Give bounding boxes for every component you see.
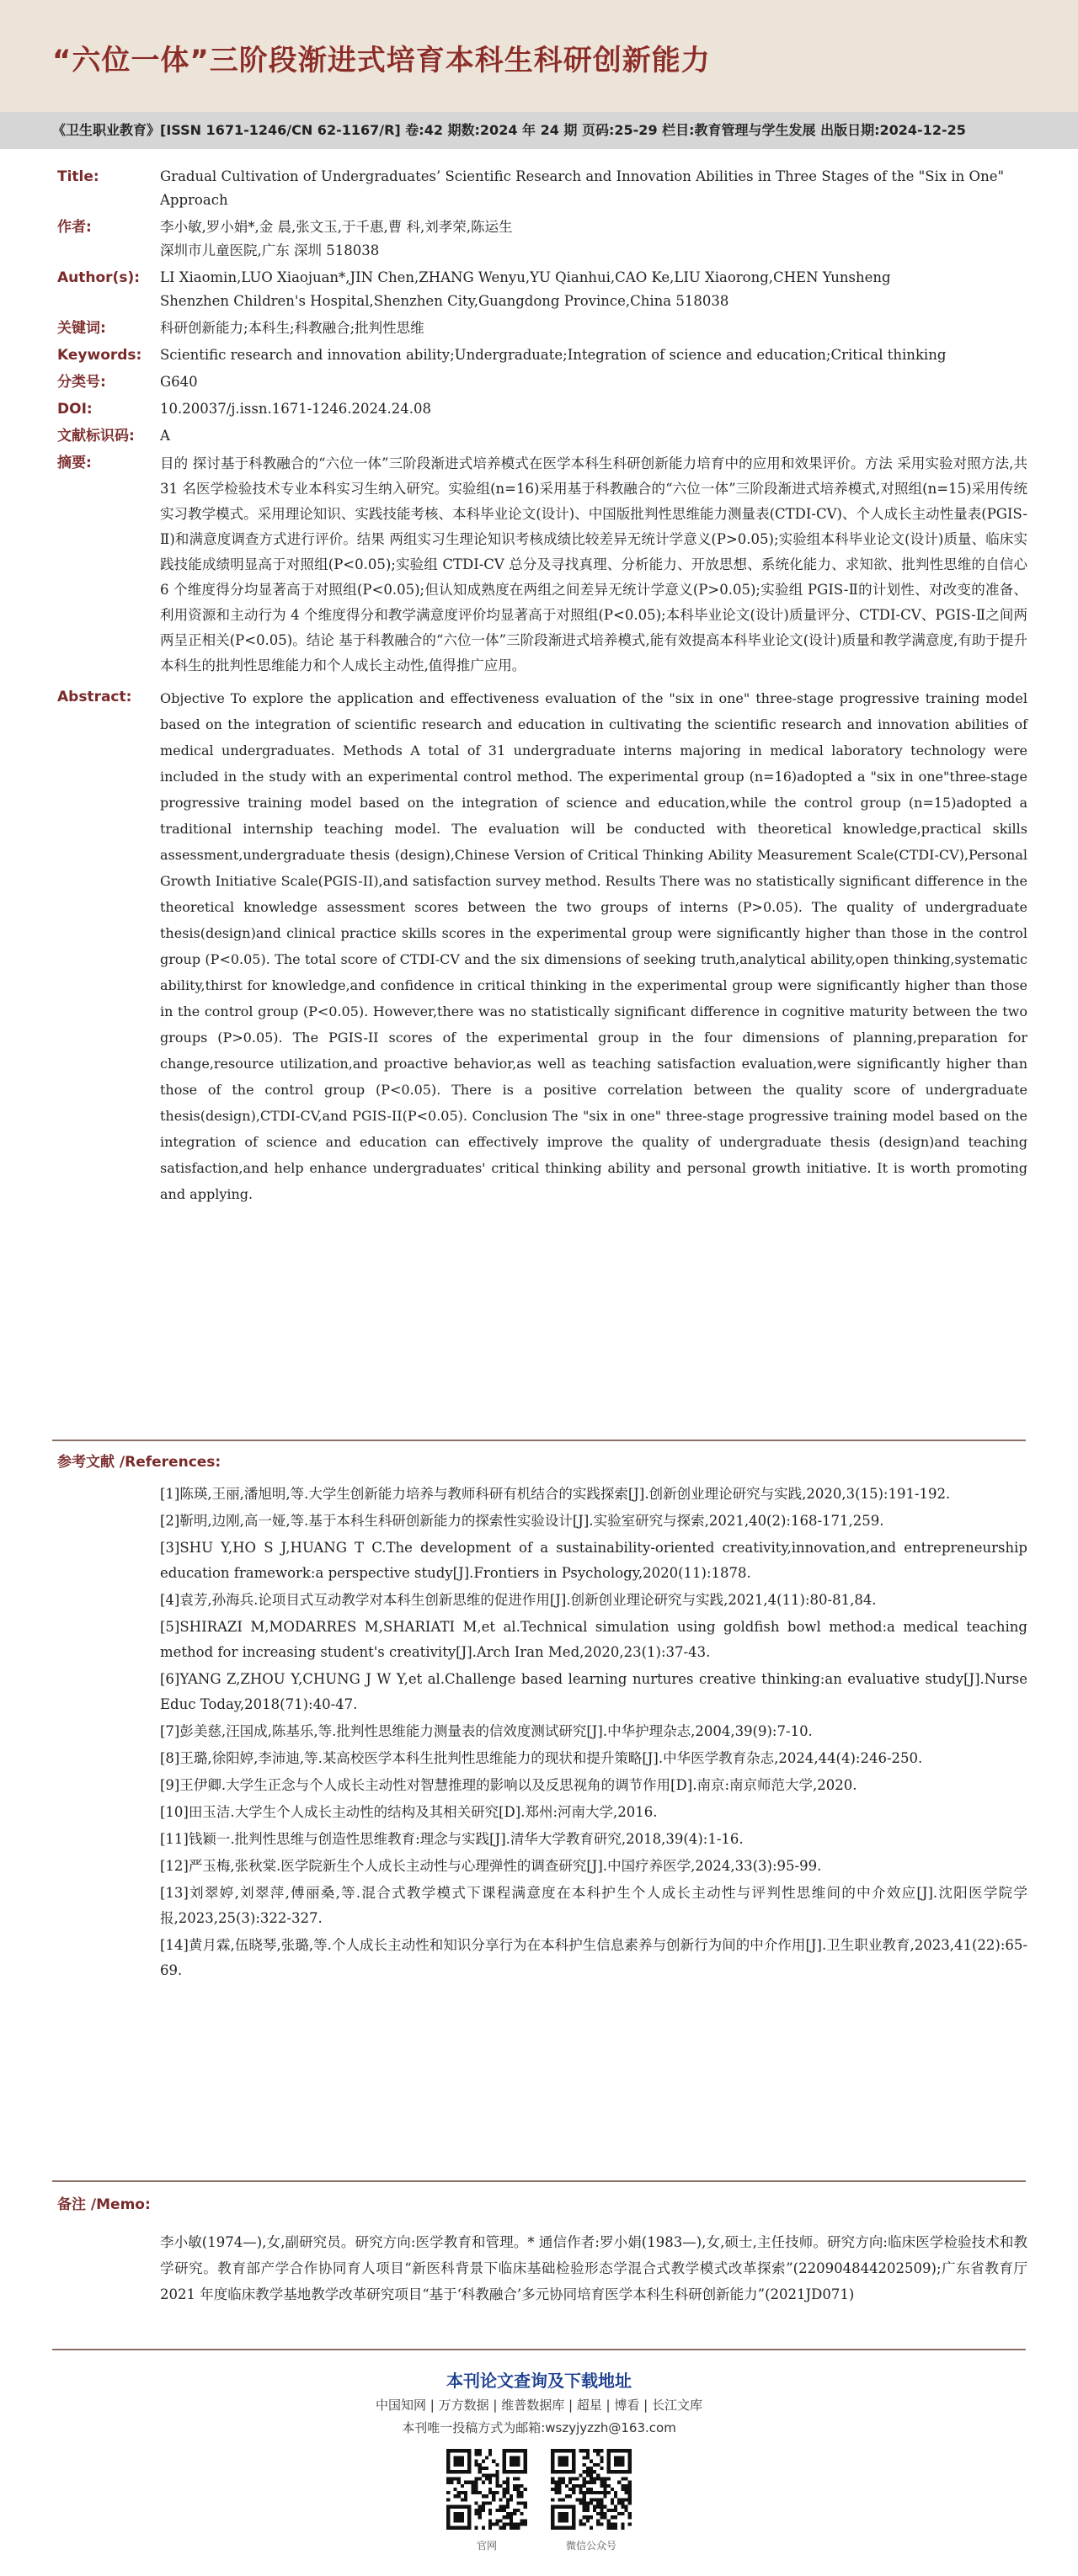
reference-item: [1]陈瑛,王丽,潘旭明,等.大学生创新能力培养与教师科研有机结合的实践探索[J].创新创业理论研究与实践,2020,3(15):191-192. <box>160 1486 951 1502</box>
journal-meta-bar <box>0 112 1078 149</box>
field-label: Keywords: <box>57 347 142 364</box>
field-label: 文献标识码: <box>57 428 135 444</box>
divider <box>52 1440 1026 1441</box>
journal-meta: 《卫生职业教育》[ISSN 1671-1246/CN 62-1167/R] 卷:42 期数:2024 年 24 期 页码:25-29 栏目:教育管理与学生发展 出版日期:2024-12-25 <box>52 122 966 138</box>
field-value: 李小敏,罗小娟*,金 晨,张文玉,于千惠,曹 科,刘孝荣,陈运生 <box>160 219 513 235</box>
footer-title: 本刊论文查询及下载地址 <box>446 2371 632 2391</box>
field-value: G640 <box>160 374 198 390</box>
qr-label-website: 官网 <box>476 2540 497 2552</box>
memo-text: 李小敏(1974—),女,副研究员。研究方向:医学教育和管理。* 通信作者:罗小娟(1983—),女,硕士,主任技师。研究方向:临床医学检验技术和教学研究。教育部产学合作协同育人项目“新医科背景下临床基础检验形态学混合式教学模式改革探索”(220904844202509);广东省教育厅 2021 年度临床教学基地教学改革研究项目“基于‘科教融合’多元协同培育医学本科生科研创新能力”(2021JD071) <box>160 2234 1027 2302</box>
field-label: 关键词: <box>57 320 106 337</box>
field-label: Author(s): <box>57 269 141 286</box>
reference-item: [7]彭美慈,汪国成,陈基乐,等.批判性思维能力测量表的信效度测试研究[J].中华护理杂志,2004,39(9):7-10. <box>160 1723 813 1739</box>
reference-item: [11]钱颖一.批判性思维与创造性思维教育:理念与实践[J].清华大学教育研究,2018,39(4):1-16. <box>160 1831 744 1847</box>
wechat-qr-code <box>547 2446 635 2533</box>
field-value: 深圳市儿童医院,广东 深圳 518038 <box>160 242 380 258</box>
reference-item: [3]SHU Y,HO S J,HUANG T C.The development of a sustainability-oriented creativity,innovation,and entrepreneurship education framework:a perspective study[J].Frontiers in Psychology,2020(11):1878. <box>160 1540 1027 1581</box>
reference-item: [6]YANG Z,ZHOU Y,CHUNG J W Y,et al.Challenge based learning nurtures creative thinking:an evaluative study[J].Nurse Educ Today,2018(71):40-47. <box>160 1671 1027 1712</box>
field-value: Shenzhen Children's Hospital,Shenzhen City,Guangdong Province,China 518038 <box>160 293 729 309</box>
field-value: Gradual Cultivation of Undergraduates’ Scientific Research and Innovation Abilities in Three Stages of the "Six in One" Approach <box>160 168 1005 208</box>
abstract-cn <box>57 451 1027 679</box>
field-label: DOI: <box>57 401 93 418</box>
memo-heading: 备注 /Memo: <box>57 2196 151 2213</box>
abstract-cn-text: 目的 探讨基于科教融合的“六位一体”三阶段渐进式培养模式在医学本科生科研创新能力培育中的应用和效果评价。方法 采用实验对照方法,共 31 名医学检验技术专业本科实习生纳入研究。实验组(n=16)采用基于科教融合的“六位一体”三阶段渐进式培养模式,对照组(n=15)采用传统实习教学模式。采用理论知识、实践技能考核、本科毕业论文(设计)、中国版批判性思维能力测量表(CTDI-CV)、个人成长主动性量表(PGIS-Ⅱ)和满意度调查方式进行评价。结果 两组实习生理论知识考核成绩比较差异无统计学意义(P>0.05);实验组本科毕业论文(设计)质量、临床实践技能成绩明显高于对照组(P<0.05);实验组 CTDI-CV 总分及寻找真理、分析能力、开放思想、系统化能力、求知欲、批判性思维的自信心 6 个维度得分均显著高于对照组(P<0.05);但认知成熟度在两组之间差异无统计学意义(P>0.05);实验组 PGIS-Ⅱ的计划性、对改变的准备、利用资源和主动行为 4 个维度得分和教学满意度评价均显著高于对照组(P<0.05);本科毕业论文(设计)质量评分、CTDI-CV、PGIS-Ⅱ之间两两呈正相关(P<0.05)。结论 基于科教融合的“六位一体”三阶段渐进式培养模式,能有效提高本科毕业论文(设计)质量和教学满意度,有助于提升本科生的批判性思维能力和个人成长主动性,值得推广应用。 <box>160 455 1027 673</box>
abstract-en-text: Objective To explore the application and effectiveness evaluation of the "six in one" three-stage progressive training model based on the integration of scientific research and education in cultivating the scientific research and innovation abilities of medical undergraduates. Methods A total of 31 undergraduate interns majoring in medical laboratory technology were included in the study with an experimental control method. The experimental group (n=16)adopted a "six in one"three-stage progressive training model based on the integration of science and education,while the control group (n=15)adopted a traditional internship teaching model. The evaluation will be conducted with theoretical knowledge,practical skills assessment,undergraduate thesis (design),Chinese Version of Critical Thinking Ability Measurement Scale(CTDI-CV),Personal Growth Initiative Scale(PGIS-II),and satisfaction survey method. Results There was no statistically significant difference in the theoretical knowledge assessment scores between the two groups of interns (P>0.05). The quality of undergraduate thesis(design)and clinical practice skills scores in the experimental group were significantly higher than those in the control group (P<0.05). The total score of CTDI-CV and the six dimensions of seeking truth,analytical ability,open thinking,systematic ability,thirst for knowledge,and confidence in critical thinking in the experimental group were significantly higher than those in the control group (P<0.05). However,there was no statistically significant difference in cognitive maturity between the two groups (P>0.05). The PGIS-II scores of the experimental group in the four dimensions of planning,preparation for change,resource utilization,and proactive behavior,as well as teaching satisfaction evaluation,were significantly higher than those of the control group (P<0.05). There is a positive correlation between the quality score of undergraduate thesis(design),CTDI-CV,and PGIS-II(P<0.05). Conclusion The "six in one" three-stage progressive training model based on the integration of science and education can effectively improve the quality of undergraduate thesis (design)and teaching satisfaction,and help enhance undergraduates' critical thinking ability and personal growth initiative. It is worth promoting and applying. <box>160 690 1027 1202</box>
page-title: “六位一体”三阶段渐进式培育本科生科研创新能力 <box>52 44 711 77</box>
field-label: 作者: <box>57 219 92 236</box>
field-value: Scientific research and innovation ability;Undergraduate;Integration of science and education;Critical thinking <box>160 347 947 363</box>
field-doc-code <box>57 424 1027 448</box>
field-classification <box>57 370 1027 394</box>
reference-item: [14]黄月霖,伍晓琴,张璐,等.个人成长主动性和知识分享行为在本科护生信息素养与创新行为间的中介作用[J].卫生职业教育,2023,41(22):65-69. <box>160 1937 1027 1978</box>
database-links[interactable]: 中国知网 | 万方数据 | 维普数据库 | 超星 | 博看 | 长江文库 <box>376 2398 702 2413</box>
divider <box>52 2349 1026 2350</box>
reference-item: [12]严玉梅,张秋棠.医学院新生个人成长主动性与心理弹性的调查研究[J].中国疗养医学,2024,33(3):95-99. <box>160 1858 822 1874</box>
field-value: 科研创新能力;本科生;科教融合;批判性思维 <box>160 320 424 336</box>
reference-item: [8]王璐,徐阳婷,李沛迪,等.某高校医学本科生批判性思维能力的现状和提升策略[J].中华医学教育杂志,2024,44(4):246-250. <box>160 1750 923 1766</box>
title-banner <box>0 0 1078 112</box>
reference-list <box>160 1482 1027 1985</box>
qr-label-wechat: 微信公众号 <box>565 2540 616 2552</box>
field-label: Title: <box>57 168 99 185</box>
reference-item: [4]袁芳,孙海兵.论项目式互动教学对本科生创新思维的促进作用[J].创新创业理论研究与实践,2021,4(11):80-81,84. <box>160 1592 877 1608</box>
field-value: LI Xiaomin,LUO Xiaojuan*,JIN Chen,ZHANG Wenyu,YU Qianhui,CAO Ke,LIU Xiaorong,CHEN Yunsheng <box>160 269 891 285</box>
reference-item: [5]SHIRAZI M,MODARRES M,SHARIATI M,et al.Technical simulation using goldfish bowl method:a medical teaching method for increasing student's creativity[J].Arch Iran Med,2020,23(1):37-43. <box>160 1619 1027 1660</box>
field-doi <box>57 397 1027 421</box>
references-heading: 参考文献 /References: <box>57 1454 221 1471</box>
submission-email[interactable]: 本刊唯一投稿方式为邮箱:wszyjyzzh@163.com <box>402 2420 676 2435</box>
field-label: Abstract: <box>57 689 132 705</box>
reference-item: [13]刘翠婷,刘翠萍,傅丽桑,等.混合式教学模式下课程满意度在本科护生个人成长主动性与评判性思维间的中介效应[J].沈阳医学院学报,2023,25(3):322-327. <box>160 1885 1027 1926</box>
field-keywords-cn <box>57 317 1027 340</box>
field-title <box>57 165 1027 212</box>
divider <box>52 2180 1026 2182</box>
doi-link[interactable]: 10.20037/j.issn.1671-1246.2024.24.08 <box>160 401 432 417</box>
reference-item: [9]王伊卿.大学生正念与个人成长主动性对智慧推理的影响以及反思视角的调节作用[D].南京:南京师范大学,2020. <box>160 1777 857 1793</box>
reference-item: [10]田玉洁.大学生个人成长主动性的结构及其相关研究[D].郑州:河南大学,2016. <box>160 1804 658 1820</box>
abstract-en <box>57 685 1027 1207</box>
reference-item: [2]靳明,边刚,高一娅,等.基于本科生科研创新能力的探索性实验设计[J].实验室研究与探索,2021,40(2):168-171,259. <box>160 1513 884 1529</box>
field-authors-cn <box>57 216 1027 263</box>
field-value: A <box>160 428 170 444</box>
field-authors-en <box>57 266 1027 313</box>
field-label: 分类号: <box>57 374 106 391</box>
field-label: 摘要: <box>57 455 92 471</box>
article-fields <box>57 165 1027 1211</box>
website-qr-code <box>443 2446 531 2533</box>
field-keywords-en <box>57 343 1027 367</box>
